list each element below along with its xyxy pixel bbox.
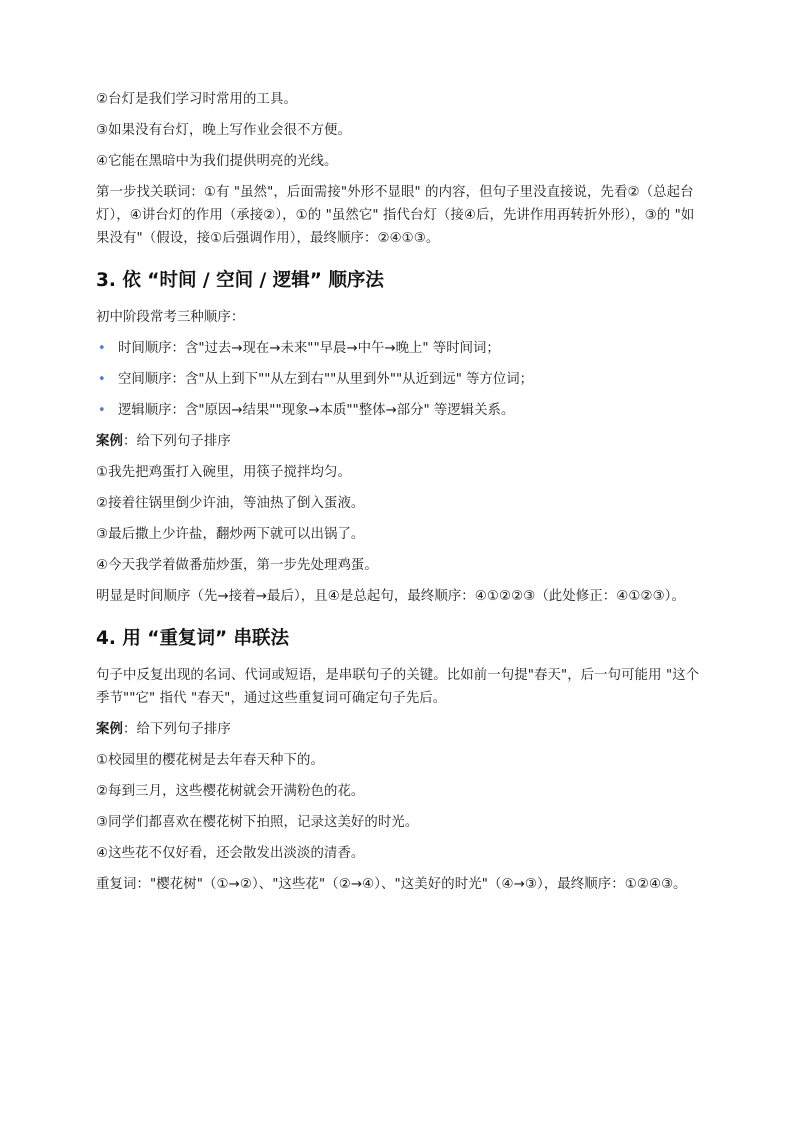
case-line [96, 718, 702, 741]
document-page [96, 88, 702, 904]
list-item-text: 逻辑顺序：含"原因→结果""现象→本质""整体→部分" 等逻辑关系。 [118, 403, 515, 418]
analysis-paragraph: 重复词："樱花树"（①→②）、"这些花"（②→④）、"这美好的时光"（④→③），最终顺序：①②④③。 [96, 877, 687, 892]
sentence-line: ③同学们都喜欢在樱花树下拍照，记录这美好的时光。 [96, 815, 419, 830]
section-intro: 初中阶段常考三种顺序： [96, 310, 245, 325]
bullet-dot-icon: • [98, 403, 106, 418]
list-item-text: 时间顺序：含"过去→现在→未来""早晨→中午→晚上" 等时间词； [118, 341, 500, 356]
case-text: ：给下列句子排序 [122, 722, 231, 737]
case-label: 案例 [96, 722, 123, 737]
section-heading: 3. 依 “时间 / 空间 / 逻辑” 顺序法 [96, 270, 384, 291]
sentence-line: ③如果没有台灯，晚上写作业会很不方便。 [96, 123, 351, 138]
sentence-line: ②台灯是我们学习时常用的工具。 [96, 92, 297, 107]
sentence-line: ③最后撒上少许盐，翻炒两下就可以出锅了。 [96, 527, 365, 542]
list-item [96, 368, 702, 391]
sentence-line: ④这些花不仅好看，还会散发出淡淡的清香。 [96, 846, 365, 861]
bullet-dot-icon: • [98, 341, 106, 356]
case-line [96, 430, 702, 453]
list-item [96, 399, 702, 422]
bullet-list [96, 337, 702, 422]
list-item [96, 337, 702, 360]
sentence-line: ②接着往锅里倒少许油，等油热了倒入蛋液。 [96, 496, 365, 511]
case-label: 案例 [96, 434, 123, 449]
analysis-paragraph: 第一步找关联词：①有 "虽然"，后面需接"外形不显眼" 的内容，但句子里没直接说，先看②（总起台灯），④讲台灯的作用（承接②），①的 "虽然它" 指代台灯（接④后，先讲作用再转折外形），③的 "如果没有"（假设，接①后强调作用），最终顺序：②④①③。 [96, 185, 695, 246]
bullet-dot-icon: • [98, 372, 106, 387]
case-text: ：给下列句子排序 [122, 434, 231, 449]
sentence-line: ①我先把鸡蛋打入碗里，用筷子搅拌均匀。 [96, 465, 351, 480]
list-item-text: 空间顺序：含"从上到下""从左到右""从里到外""从近到远" 等方位词； [118, 372, 534, 387]
sentence-line: ④今天我学着做番茄炒蛋，第一步先处理鸡蛋。 [96, 558, 378, 573]
section-intro: 句子中反复出现的名词、代词或短语，是串联句子的关键。比如前一句提"春天"，后一句可能用 "这个季节""它" 指代 "春天"，通过这些重复词可确定句子先后。 [96, 668, 700, 706]
sentence-line: ②每到三月，这些樱花树就会开满粉色的花。 [96, 784, 365, 799]
analysis-paragraph: 明显是时间顺序（先→接着→最后），且④是总起句，最终顺序：④①②②③（此处修正：④①②③）。 [96, 589, 685, 604]
sentence-line: ①校园里的樱花树是去年春天种下的。 [96, 753, 324, 768]
sentence-line: ④它能在黑暗中为我们提供明亮的光线。 [96, 154, 338, 169]
section-heading: 4. 用 “重复词” 串联法 [96, 628, 290, 649]
